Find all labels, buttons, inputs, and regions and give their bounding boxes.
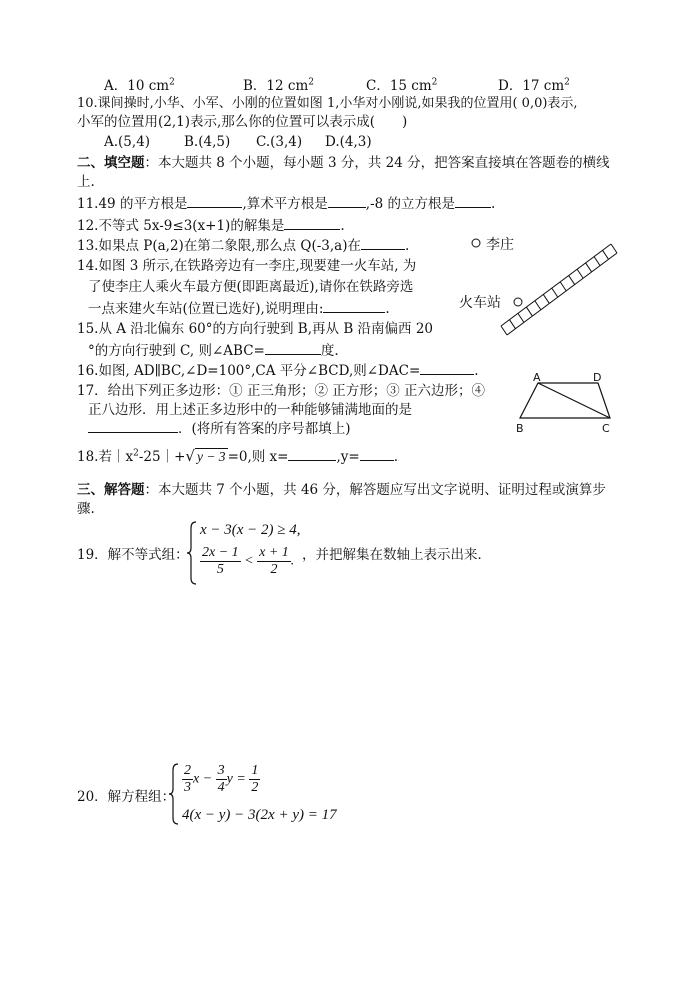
q19-eq1: x − 3(x − 2) ≥ 4, [200,522,301,538]
railway-tie [509,320,515,329]
railway-tie [518,313,524,322]
q20-brace [168,762,180,826]
q10-option-d: D.(4,3) [325,134,372,150]
section3-heading: 三、解答题：本大题共 7 个小题，共 46 分，解答题应写出文字说明、证明过程或演算步 [77,482,606,498]
q10-option-c: C.(3,4) [256,134,303,150]
q11: 11.49 的平方根是 ,算术平方根是 ,-8 的立方根是 . [77,196,496,212]
village-marker [472,239,480,247]
q9-option-d: D．17 $cm^2$ [498,77,570,94]
q14-line2: 了使李庄人乘火车最方便(即距离最近),请你在铁路旁选 [88,279,414,295]
railway-tie [594,257,600,266]
q15-line2: °的方向行驶到 C, 则∠ABC= 度. [88,343,339,359]
railway-tie [543,294,549,303]
railway-tie [501,326,507,335]
vertex-b: B [516,422,524,435]
railway-tie [535,301,541,310]
q9-option-a: A．10 $cm^2$ [104,77,175,94]
q14-line3: 一点来建火车站(位置已选好),说明理由: . [88,301,390,317]
q19-tail: ，并把解集在数轴上表示出来． [302,547,491,563]
railway-tie [560,282,566,291]
q17-line1: 17．给出下列正多边形：① 正三角形；② 正方形；③ 正六边形；④ [77,383,486,399]
q20-label: 20．解方程组： [77,789,176,805]
trapezoid-outline [520,383,610,418]
q19-label: 19．解不等式组： [77,547,189,563]
q9-option-c: C．15 $cm^2$ [366,77,438,94]
q10-line1: 10.课间操时,小华、小军、小刚的位置如图 1,小华对小刚说,如果我的位置用( 0,0)表示, [77,96,578,111]
railway-tie [577,269,583,278]
q10-option-a: A.(5,4) [104,134,151,150]
q18: 18.若$|x^2-25|+√$ y − 3 =0,则 x= ,y= . [77,447,399,465]
railway-tie [569,276,575,285]
q20-eq2: 4(x − y) − 3(2x + y) = 17 [182,807,337,823]
railway-tie [586,263,592,272]
section2-line2: 上. [77,174,95,190]
q17-line2: 正八边形．用上述正多边形中的一种能够铺满地面的是 [88,402,412,418]
vertex-a: A [533,372,541,384]
q16: 16.如图, AD∥BC,∠D=100°,CA 平分∠BCD,则∠DAC= . [77,363,479,379]
village-label: 李庄 [486,237,514,253]
q13: 13.如果点 P(a,2)在第二象限,那么点 Q(-3,a)在 . [77,238,410,254]
radicand: y − 3 [196,449,226,464]
q20-eq1: $\frac{2}{3}$ x − $\frac{3}{4}$ y = $\frac{1}{2}$ [184,763,259,795]
q9-option-b: B．12 $cm^2$ [243,77,314,94]
q19-brace [186,520,198,586]
q15-line1: 15.从 A 沿北偏东 60°的方向行驶到 B,再从 B 沿南偏西 20 [77,321,433,337]
railway-tie [526,307,532,316]
section2-heading: 二、填空题：本大题共 8 个小题，每小题 3 分，共 24 分，把答案直接填在答题卷的横线 [77,155,610,171]
railway-track [501,244,617,335]
q19-eq2: $\frac{2x - 1}{5}$ < $\frac{x + 1}{2}$ . [202,545,295,577]
q14-line1: 14.如图 3 所示,在铁路旁边有一李庄,现要建一火车站, 为 [77,258,417,274]
station-label: 火车站 [459,295,501,311]
station-marker [514,298,522,306]
vertex-d: D [593,372,602,384]
q12: 12.不等式 5x-9≤3(x+1)的解集是 . [77,218,345,234]
q10-line2: 小军的位置用(2,1)表示,那么你的位置可以表示成( ) [77,114,408,130]
vertex-c: C [602,422,610,435]
railway-tie [552,288,558,297]
q10-option-b: B.(4,5) [184,134,231,150]
section3-line2: 骤. [77,501,95,517]
railway-tie [603,250,609,259]
railway-tie [611,244,617,253]
figure-railway [455,230,625,345]
q17-line3: ．(将所有答案的序号都填上) [88,419,351,438]
